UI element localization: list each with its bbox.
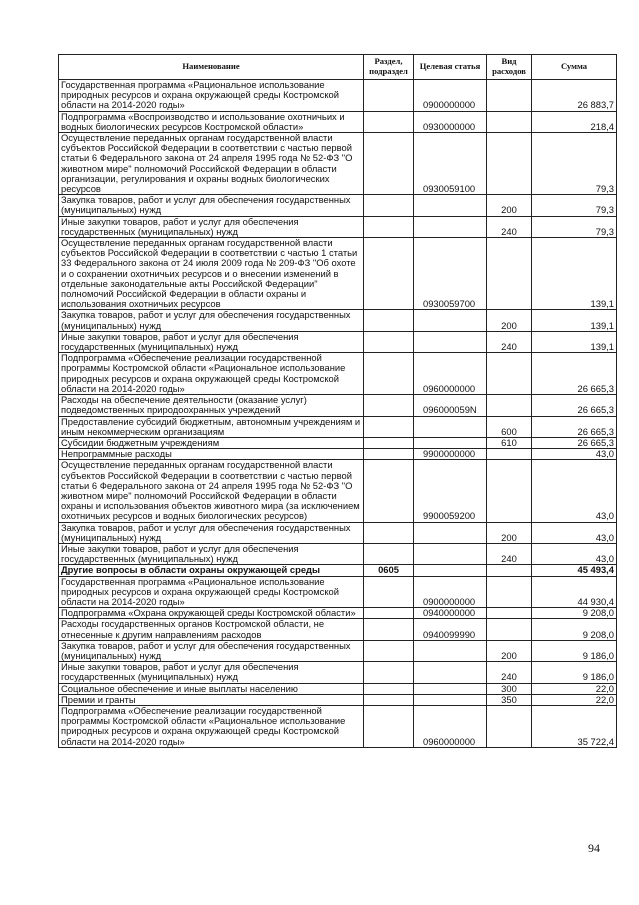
- row-target-code: [414, 565, 487, 576]
- row-expense-type: [487, 565, 532, 576]
- row-expense-type: [487, 705, 532, 747]
- row-sum: 26 665,3: [532, 353, 617, 395]
- row-section: [364, 133, 414, 195]
- row-sum: 9 208,0: [532, 619, 617, 640]
- row-sum: 26 883,7: [532, 80, 617, 112]
- row-sum: 9 186,0: [532, 640, 617, 661]
- row-expense-type: 200: [487, 310, 532, 331]
- table-header-row: [59, 55, 617, 80]
- row-section: 0605: [364, 565, 414, 576]
- row-section: [364, 238, 414, 310]
- row-section: [364, 460, 414, 522]
- row-expense-type: 200: [487, 195, 532, 216]
- table-row: [59, 80, 617, 112]
- row-section: [364, 216, 414, 237]
- row-target-code: [414, 310, 487, 331]
- header-target: Целевая статья: [414, 55, 487, 80]
- header-section: Раздел, подраздел: [364, 55, 414, 80]
- row-name: Расходы на обеспечение деятельности (оказание услуг) подведомственных природоохранных учреждений: [59, 395, 364, 416]
- row-target-code: 0960000000: [414, 705, 487, 747]
- row-target-code: 9900000000: [414, 449, 487, 460]
- table-row: [59, 640, 617, 661]
- table-body: [59, 80, 617, 748]
- row-target-code: 0930000000: [414, 111, 487, 132]
- row-sum: 22,0: [532, 683, 617, 694]
- table-row: [59, 522, 617, 543]
- page-number: 94: [588, 841, 600, 855]
- table-row: [59, 310, 617, 331]
- row-sum: 79,3: [532, 195, 617, 216]
- row-sum: 79,3: [532, 216, 617, 237]
- row-name: Иные закупки товаров, работ и услуг для обеспечения государственных (муниципальных) нужд: [59, 662, 364, 683]
- row-target-code: [414, 543, 487, 564]
- row-target-code: 9900059200: [414, 460, 487, 522]
- row-section: [364, 662, 414, 683]
- row-name: Подпрограмма «Воспроизводство и использование охотничьих и водных биологических ресурсов Костромской области»: [59, 111, 364, 132]
- row-expense-type: 350: [487, 694, 532, 705]
- row-section: [364, 310, 414, 331]
- table-row: [59, 683, 617, 694]
- table-row: [59, 195, 617, 216]
- row-expense-type: 600: [487, 416, 532, 437]
- row-sum: 139,1: [532, 310, 617, 331]
- row-name: Осуществление переданных органам государственной власти субъектов Российской Федерации в соответствии с частью 1 статьи 33 Федерального закона от 24 июля 2009 года № 209-ФЗ "Об охоте и о сохранении охотничьих ресурсов и о внесении изменений в отдельные законодательные акты Российской Федерации" полномочий Российской Федерации в области охраны и использования охотничьих ресурсов: [59, 238, 364, 310]
- row-expense-type: [487, 576, 532, 608]
- row-expense-type: 240: [487, 662, 532, 683]
- row-sum: 43,0: [532, 449, 617, 460]
- row-sum: 79,3: [532, 133, 617, 195]
- table-row: [59, 437, 617, 448]
- row-section: [364, 683, 414, 694]
- row-name: Государственная программа «Рациональное использование природных ресурсов и охрана окружающей среды Костромской области на 2014-2020 годы»: [59, 576, 364, 608]
- row-section: [364, 449, 414, 460]
- row-sum: 43,0: [532, 543, 617, 564]
- row-expense-type: [487, 353, 532, 395]
- row-section: [364, 437, 414, 448]
- row-name: Непрограммные расходы: [59, 449, 364, 460]
- row-name: Расходы государственных органов Костромской области, не отнесенные к другим направлениям расходов: [59, 619, 364, 640]
- row-expense-type: [487, 449, 532, 460]
- row-expense-type: [487, 395, 532, 416]
- row-expense-type: [487, 238, 532, 310]
- row-section: [364, 543, 414, 564]
- row-section: [364, 416, 414, 437]
- row-sum: 26 665,3: [532, 437, 617, 448]
- row-name: Государственная программа «Рациональное использование природных ресурсов и охрана окружающей среды Костромской области на 2014-2020 годы»: [59, 80, 364, 112]
- table-row: [59, 216, 617, 237]
- row-section: [364, 331, 414, 352]
- row-section: [364, 608, 414, 619]
- row-sum: 26 665,3: [532, 395, 617, 416]
- row-target-code: 0930059100: [414, 133, 487, 195]
- row-expense-type: 240: [487, 331, 532, 352]
- row-sum: 139,1: [532, 331, 617, 352]
- row-sum: 26 665,3: [532, 416, 617, 437]
- row-expense-type: [487, 133, 532, 195]
- row-target-code: 0940000000: [414, 608, 487, 619]
- row-name: Подпрограмма «Обеспечение реализации государственной программы Костромской области «Рациональное использование природных ресурсов и охрана окружающей среды Костромской области на 2014-2020 годы»: [59, 705, 364, 747]
- row-sum: 139,1: [532, 238, 617, 310]
- row-sum: 22,0: [532, 694, 617, 705]
- row-section: [364, 576, 414, 608]
- header-name: Наименование: [59, 55, 364, 80]
- table-row: [59, 111, 617, 132]
- row-sum: 43,0: [532, 460, 617, 522]
- row-name: Подпрограмма «Обеспечение реализации государственной программы Костромской области «Рациональное использование природных ресурсов и охрана окружающей среды Костромской области на 2014-2020 годы»: [59, 353, 364, 395]
- table-row: [59, 694, 617, 705]
- row-expense-type: 300: [487, 683, 532, 694]
- row-name: Осуществление переданных органам государственной власти субъектов Российской Федерации в соответствии с частью первой статьи 6 Федерального закона от 24 апреля 1995 года № 52-ФЗ "О животном мире" полномочий Российской Федерации в области организации, регулирования и охраны водных биологических ресурсов: [59, 133, 364, 195]
- row-target-code: [414, 331, 487, 352]
- row-target-code: [414, 694, 487, 705]
- row-section: [364, 694, 414, 705]
- row-target-code: 0900000000: [414, 80, 487, 112]
- row-name: Иные закупки товаров, работ и услуг для обеспечения государственных (муниципальных) нужд: [59, 331, 364, 352]
- row-target-code: 0900000000: [414, 576, 487, 608]
- row-name: Субсидии бюджетным учреждениям: [59, 437, 364, 448]
- budget-table: [58, 54, 617, 748]
- table-row: [59, 133, 617, 195]
- table-row: [59, 449, 617, 460]
- table-row: [59, 543, 617, 564]
- row-sum: 35 722,4: [532, 705, 617, 747]
- row-name: Закупка товаров, работ и услуг для обеспечения государственных (муниципальных) нужд: [59, 640, 364, 661]
- row-sum: 43,0: [532, 522, 617, 543]
- table-row: [59, 662, 617, 683]
- row-name: Социальное обеспечение и иные выплаты населению: [59, 683, 364, 694]
- table-row: [59, 705, 617, 747]
- row-target-code: [414, 662, 487, 683]
- row-target-code: [414, 640, 487, 661]
- row-name: Осуществление переданных органам государственной власти субъектов Российской Федерации в соответствии с частью первой статьи 6 Федерального закона от 24 апреля 1995 года № 52-ФЗ "О животном мире" полномочий Российской Федерации в области охраны и использования объектов животного мира (за исключением охотничьих ресурсов и водных биологических ресурсов): [59, 460, 364, 522]
- row-target-code: [414, 216, 487, 237]
- table-row: [59, 416, 617, 437]
- table-row: [59, 395, 617, 416]
- table-row: [59, 331, 617, 352]
- row-name: Другие вопросы в области охраны окружающей среды: [59, 565, 364, 576]
- header-type: Вид расходов: [487, 55, 532, 80]
- row-expense-type: [487, 111, 532, 132]
- row-expense-type: [487, 460, 532, 522]
- row-section: [364, 353, 414, 395]
- row-target-code: 0930059700: [414, 238, 487, 310]
- row-sum: 44 930,4: [532, 576, 617, 608]
- row-target-code: [414, 522, 487, 543]
- row-section: [364, 705, 414, 747]
- row-expense-type: 610: [487, 437, 532, 448]
- row-name: Предоставление субсидий бюджетным, автономным учреждениям и иным некоммерческим организациям: [59, 416, 364, 437]
- row-sum: 45 493,4: [532, 565, 617, 576]
- row-expense-type: 200: [487, 640, 532, 661]
- table-row: [59, 353, 617, 395]
- row-target-code: 0960000000: [414, 353, 487, 395]
- row-section: [364, 195, 414, 216]
- table-row: [59, 608, 617, 619]
- row-name: Закупка товаров, работ и услуг для обеспечения государственных (муниципальных) нужд: [59, 195, 364, 216]
- row-target-code: [414, 195, 487, 216]
- row-target-code: [414, 683, 487, 694]
- row-section: [364, 395, 414, 416]
- row-section: [364, 522, 414, 543]
- row-name: Иные закупки товаров, работ и услуг для обеспечения государственных (муниципальных) нужд: [59, 216, 364, 237]
- table-row: [59, 565, 617, 576]
- row-sum: 218,4: [532, 111, 617, 132]
- table-row: [59, 238, 617, 310]
- row-sum: 9 208,0: [532, 608, 617, 619]
- row-expense-type: [487, 608, 532, 619]
- row-name: Подпрограмма «Охрана окружающей среды Костромской области»: [59, 608, 364, 619]
- table-row: [59, 576, 617, 608]
- table-row: [59, 619, 617, 640]
- header-sum: Сумма: [532, 55, 617, 80]
- row-name: Закупка товаров, работ и услуг для обеспечения государственных (муниципальных) нужд: [59, 522, 364, 543]
- row-sum: 9 186,0: [532, 662, 617, 683]
- row-expense-type: 240: [487, 216, 532, 237]
- row-expense-type: 240: [487, 543, 532, 564]
- row-expense-type: [487, 80, 532, 112]
- row-name: Премии и гранты: [59, 694, 364, 705]
- row-section: [364, 619, 414, 640]
- row-section: [364, 640, 414, 661]
- row-target-code: [414, 416, 487, 437]
- row-section: [364, 80, 414, 112]
- row-target-code: 096000059N: [414, 395, 487, 416]
- row-expense-type: 200: [487, 522, 532, 543]
- row-expense-type: [487, 619, 532, 640]
- row-name: Иные закупки товаров, работ и услуг для обеспечения государственных (муниципальных) нужд: [59, 543, 364, 564]
- row-target-code: 0940099990: [414, 619, 487, 640]
- row-section: [364, 111, 414, 132]
- row-target-code: [414, 437, 487, 448]
- table-row: [59, 460, 617, 522]
- row-name: Закупка товаров, работ и услуг для обеспечения государственных (муниципальных) нужд: [59, 310, 364, 331]
